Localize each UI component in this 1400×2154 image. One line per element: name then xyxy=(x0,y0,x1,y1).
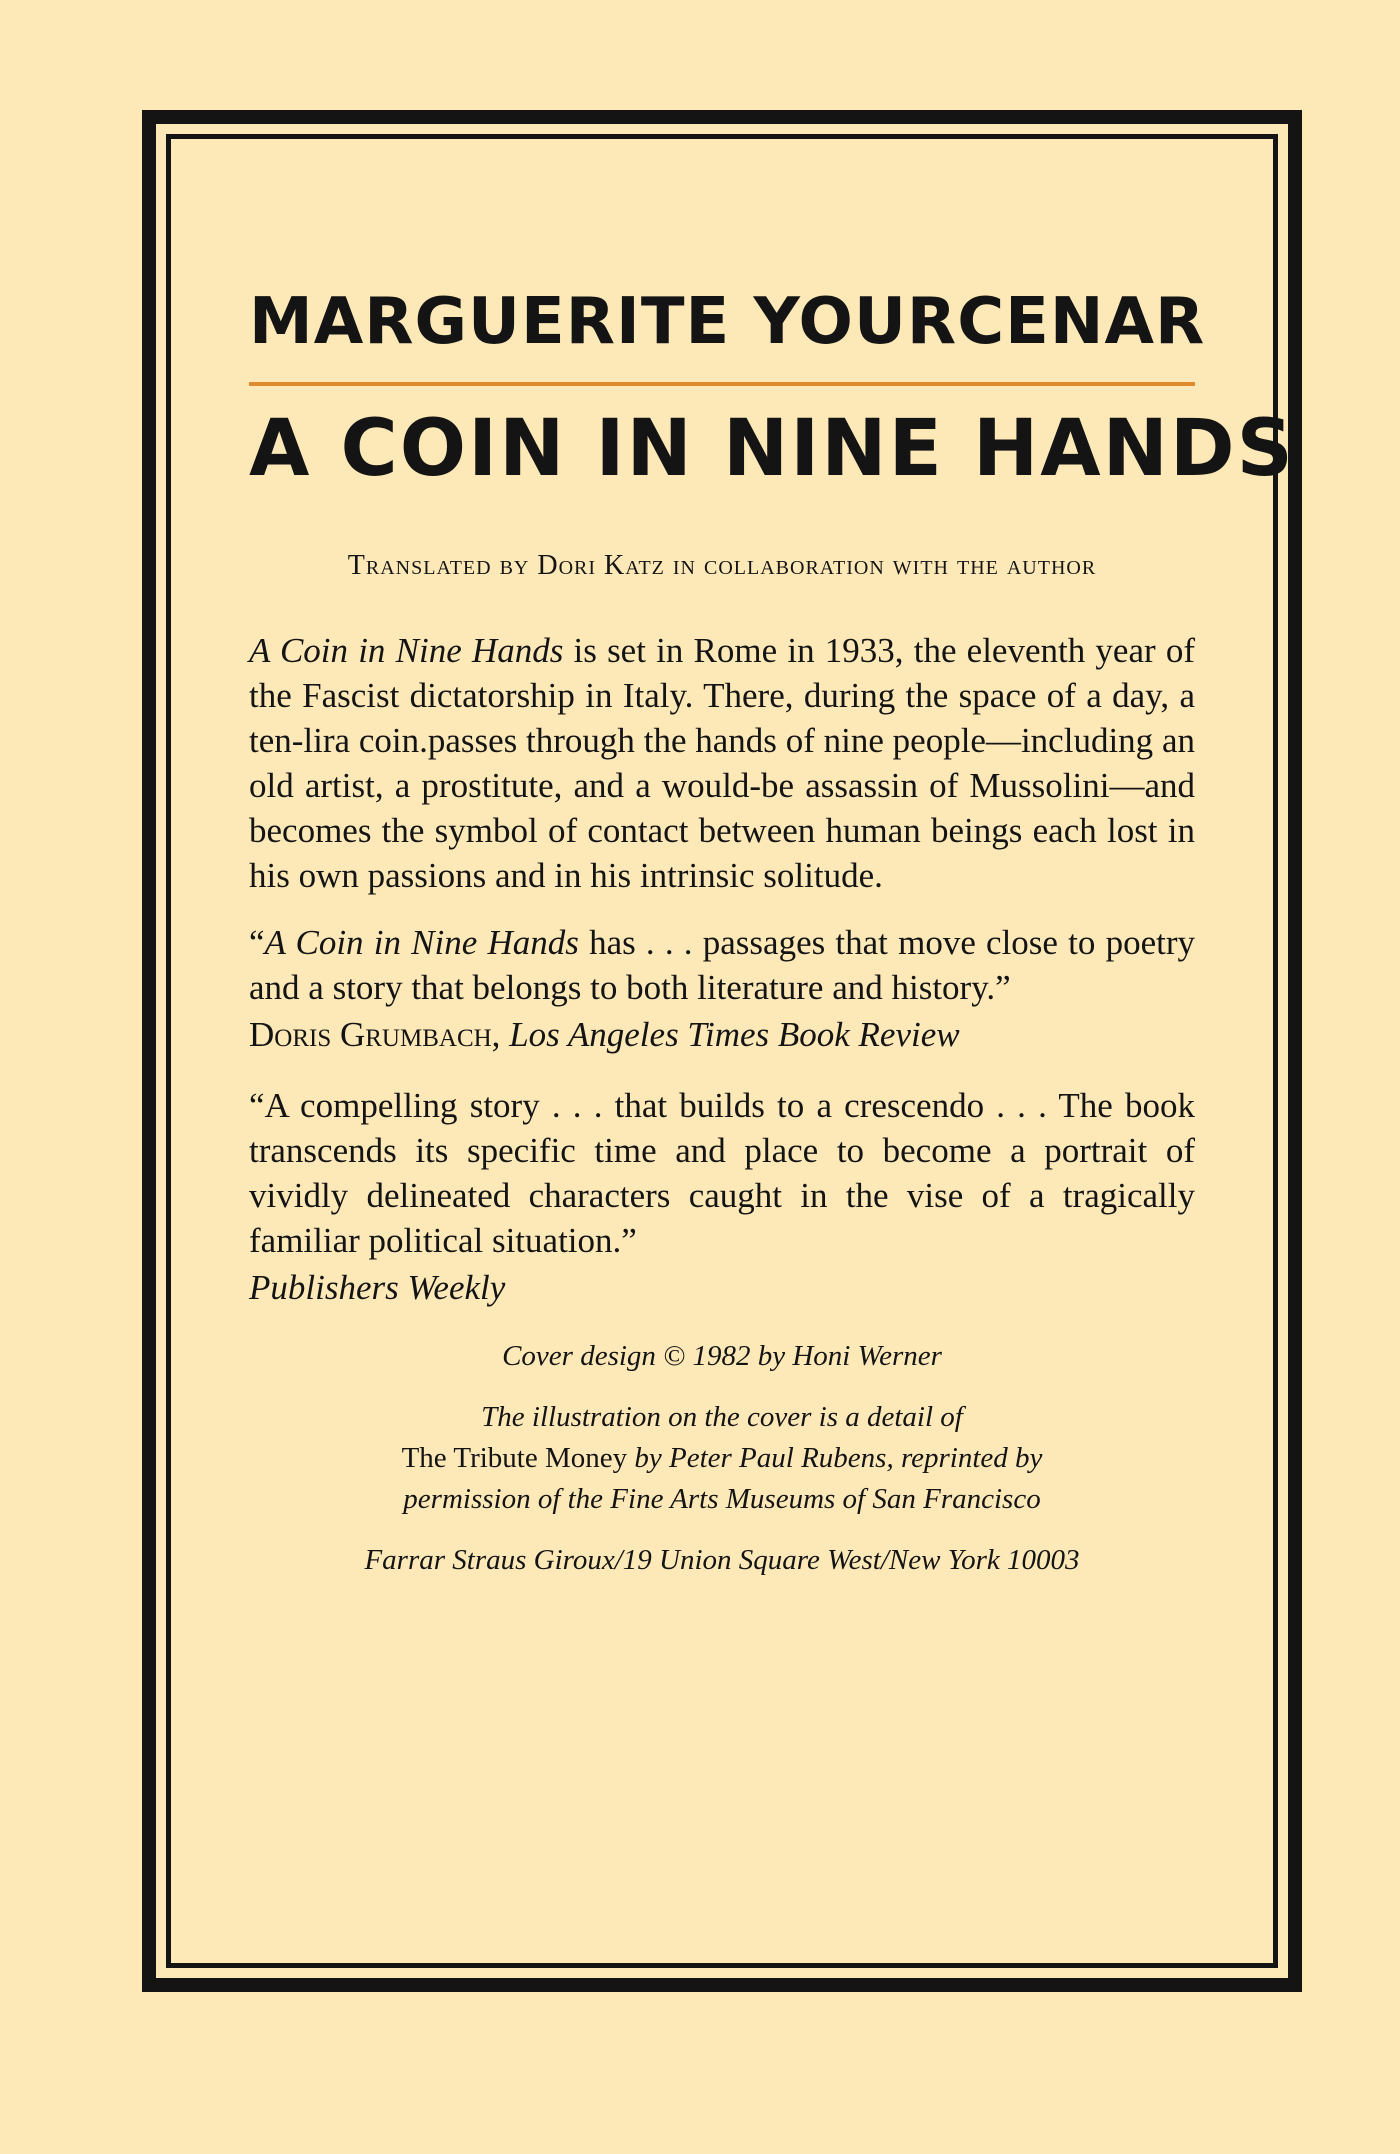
painting-by: by Peter Paul Rubens, reprinted by xyxy=(627,1442,1043,1474)
quote-publishers-weekly xyxy=(249,1083,1195,1263)
blurb xyxy=(249,628,1195,1310)
translator-credit: Translated by Dori Katz in collaboration with the author xyxy=(347,550,1097,581)
illustration-line-1: The illustration on the cover is a detail of xyxy=(481,1401,963,1433)
credits xyxy=(249,1336,1195,1581)
quote-text: “A compelling story . . . that builds to a crescendo . . . The book transcends its specific time and place to become a portrait of vividly delineated characters caught in the vise of a tragically familiar political situation.” xyxy=(249,1086,1195,1260)
back-cover-content xyxy=(249,285,1295,1581)
illustration-line-2 xyxy=(249,1438,1195,1479)
quote-title: A Coin in Nine Hands xyxy=(264,923,579,962)
description-paragraph xyxy=(249,628,1195,898)
attribution-name: Doris Grumbach, xyxy=(249,1015,501,1054)
quote-text: has . . . passages that move close to poetry and a story that belongs to both literature and history.” xyxy=(249,923,1195,1007)
attribution-source: Los Angeles Times Book Review xyxy=(509,1015,960,1054)
publisher-address: Farrar Straus Giroux/19 Union Square West/New York 10003 xyxy=(364,1544,1080,1576)
quote-grumbach xyxy=(249,920,1195,1010)
orange-divider xyxy=(249,382,1195,386)
painting-title: The Tribute Money xyxy=(401,1442,628,1474)
cover-design-credit: Cover design © 1982 by Honi Werner xyxy=(502,1340,942,1372)
attribution-publishers-weekly xyxy=(249,1265,1195,1310)
attribution-source: Publishers Weekly xyxy=(249,1268,506,1307)
attribution-grumbach xyxy=(249,1012,1195,1057)
book-title: A COIN IN NINE HANDS xyxy=(249,404,1295,494)
quote-open-mark: “ xyxy=(249,923,265,962)
illustration-line-3: permission of the Fine Arts Museums of San Francisco xyxy=(403,1483,1041,1515)
description-title: A Coin in Nine Hands xyxy=(249,631,564,670)
description-text: is set in Rome in 1933, the eleventh year of the Fascist dictatorship in Italy. There, during the space of a day, a ten-lira coin.passes through the hands of nine people—including an old artist, a prostitute, and a would-be assassin of Mussolini—and becomes the symbol of contact between human beings each lost in his own passions and in his intrinsic solitude. xyxy=(249,631,1195,895)
author-name: MARGUERITE YOURCENAR xyxy=(249,285,1206,359)
